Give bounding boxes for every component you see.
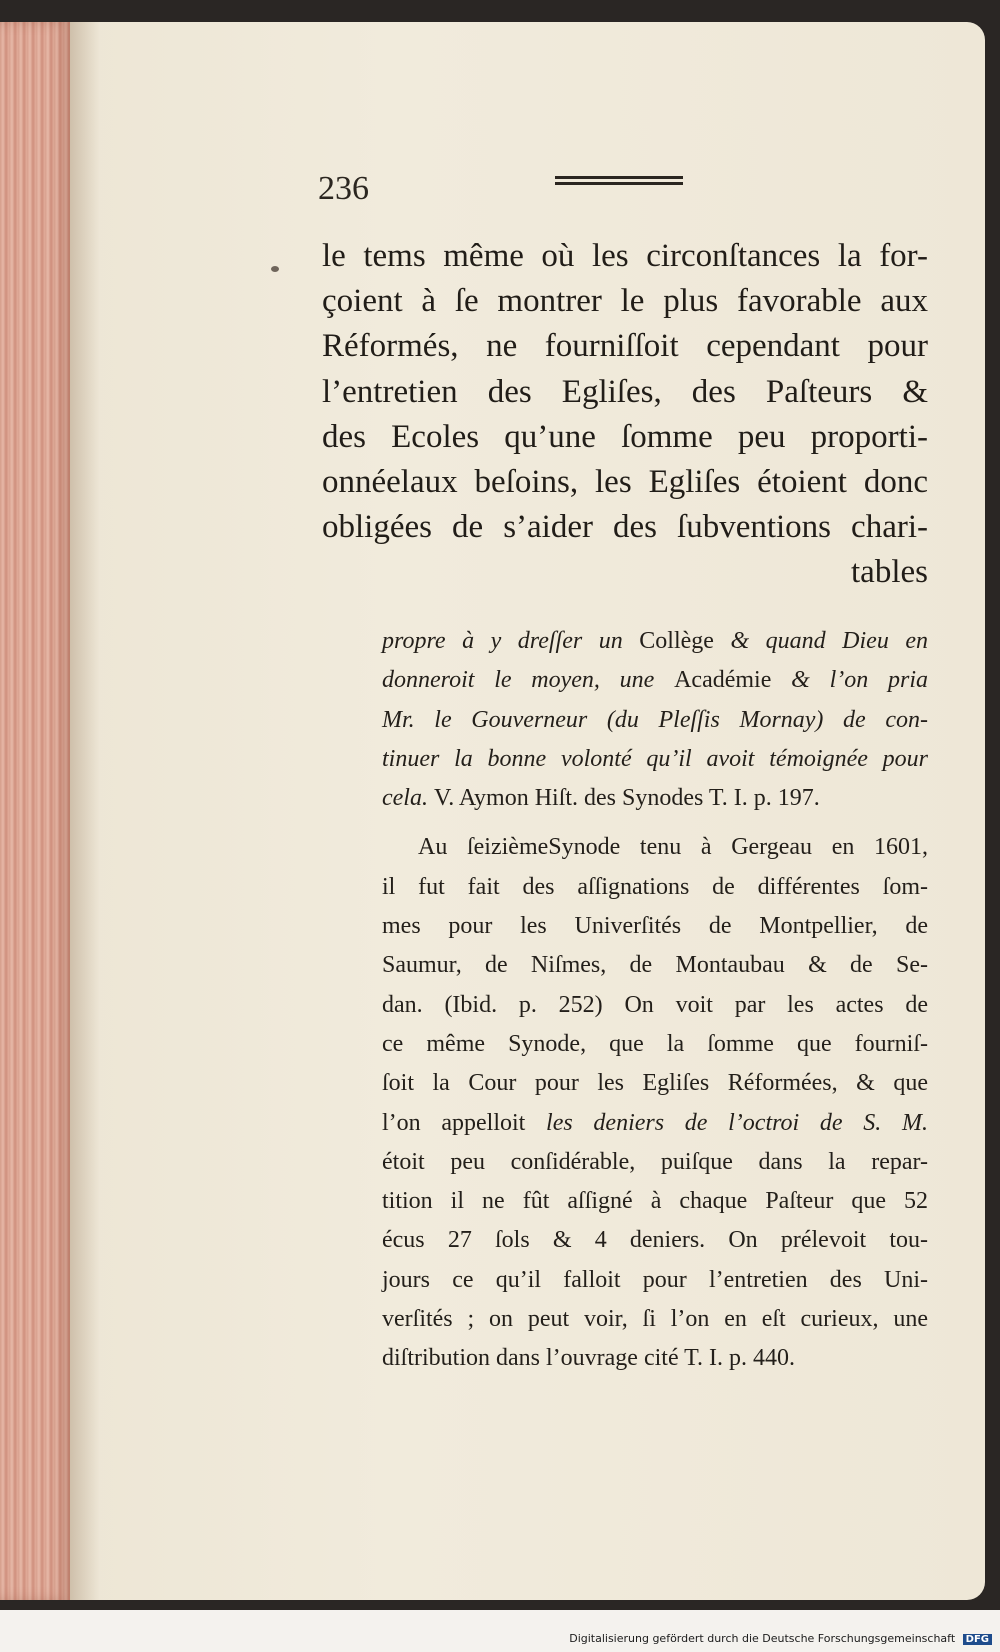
- main-text-line: l’entretien des Egliſes, des Paſteurs &: [322, 373, 928, 410]
- note-paragraph-line: [382, 1064, 928, 1103]
- main-text-line: le tems même où les circonſtances la for-: [322, 238, 928, 274]
- roman-text: verſités ; on peut voir, ſi l’on en eſt curieux, une: [382, 1306, 928, 1333]
- roman-text: écus 27 ſols & 4 deniers. On prélevoit tou-: [382, 1227, 928, 1254]
- main-text-line: des Ecoles qu’une ſomme peu proporti-: [322, 418, 928, 455]
- credit-text: Digitalisierung gefördert durch die Deutsche Forschungsgemeinschaft: [569, 1632, 956, 1645]
- footnote-line: [382, 740, 928, 779]
- spine-shadow: [70, 22, 100, 1600]
- roman-text: jours ce qu’il falloit pour l’entretien des Uni-: [382, 1266, 928, 1293]
- roman-text: Collège: [639, 628, 731, 654]
- note-paragraph-line: [382, 907, 928, 946]
- page-header: [318, 162, 928, 212]
- italic-text: Mr. le Gouverneur (du Pleſſis Mornay) de con-: [382, 706, 928, 733]
- page-number: 236: [318, 170, 369, 207]
- main-text-line: tables: [851, 554, 928, 591]
- roman-text: l’on appelloit: [382, 1109, 547, 1136]
- footnote-line: [382, 701, 928, 740]
- footnote-line: [382, 622, 928, 661]
- roman-text: Au ſeizièmeSynode tenu à Gergeau en 1601,: [418, 834, 928, 861]
- italic-text: donneroit le moyen, une: [382, 667, 675, 694]
- footer-bar: [0, 1610, 1000, 1652]
- roman-text: V. Aymon Hiſt. des Synodes T. I. p. 197.: [433, 785, 820, 812]
- note-paragraph-line: [382, 1339, 928, 1378]
- footnotes: [382, 622, 928, 1379]
- roman-text: ce même Synode, que la ſomme que fourniſ-: [382, 1030, 928, 1057]
- note-paragraph-line: [382, 1261, 928, 1300]
- roman-text: Saumur, de Niſmes, de Montaubau & de Se-: [382, 952, 928, 979]
- note-paragraph-line: [382, 828, 928, 867]
- note-paragraph-line: [382, 1025, 928, 1064]
- gutter-mark: [271, 266, 279, 272]
- main-text-line: obligées de s’aider des ſubventions chari-: [322, 509, 928, 546]
- main-text-line: onnéelaux beſoins, les Egliſes étoient donc: [322, 463, 928, 500]
- roman-text: mes pour les Univerſités de Montpellier, de: [382, 913, 928, 940]
- italic-text: tinuer la bonne volonté qu’il avoit témoignée pour: [382, 745, 928, 772]
- note-paragraph-line: [382, 1300, 928, 1339]
- footnote-line: [382, 661, 928, 700]
- roman-text: diſtribution dans l’ouvrage cité T. I. p. 440.: [382, 1345, 796, 1372]
- note-paragraph-line: [382, 946, 928, 985]
- italic-text: cela.: [382, 785, 434, 812]
- footnote-line: [382, 779, 928, 818]
- note-paragraph-line: [382, 986, 928, 1025]
- header-rule: [555, 176, 683, 188]
- note-paragraph-line: [382, 1221, 928, 1260]
- note-paragraph-line: [382, 868, 928, 907]
- main-text-line: çoient à ſe montrer le plus favorable aux: [322, 283, 928, 320]
- roman-text: Académie: [674, 667, 792, 694]
- italic-text: propre à y dreſſer un: [382, 628, 640, 654]
- roman-text: dan. (Ibid. p. 252) On voit par les actes de: [382, 991, 928, 1018]
- roman-text: ſoit la Cour pour les Egliſes Réformées, & que: [382, 1070, 928, 1097]
- digitization-credit: [569, 1632, 992, 1645]
- italic-text: & quand Dieu en: [730, 628, 928, 654]
- note-paragraph-line: [382, 1143, 928, 1182]
- book-page: [0, 22, 985, 1600]
- dfg-logo: DFG: [963, 1634, 992, 1645]
- roman-text: étoit peu conſidérable, puiſque dans la repar-: [382, 1148, 928, 1175]
- italic-text: les deniers de l’octroi de S. M.: [546, 1109, 928, 1136]
- roman-text: il fut fait des aſſignations de différentes ſom-: [382, 873, 928, 900]
- main-text: [322, 234, 928, 596]
- note-paragraph-line: [382, 1182, 928, 1221]
- page-edge: [0, 22, 70, 1600]
- paragraph-gap: [382, 818, 928, 828]
- main-text-line: Réformés, ne fourniſſoit cependant pour: [322, 328, 928, 365]
- italic-text: & l’on pria: [791, 667, 928, 694]
- roman-text: tition il ne fût aſſigné à chaque Paſteur que 52: [382, 1188, 928, 1215]
- note-paragraph-line: [382, 1104, 928, 1143]
